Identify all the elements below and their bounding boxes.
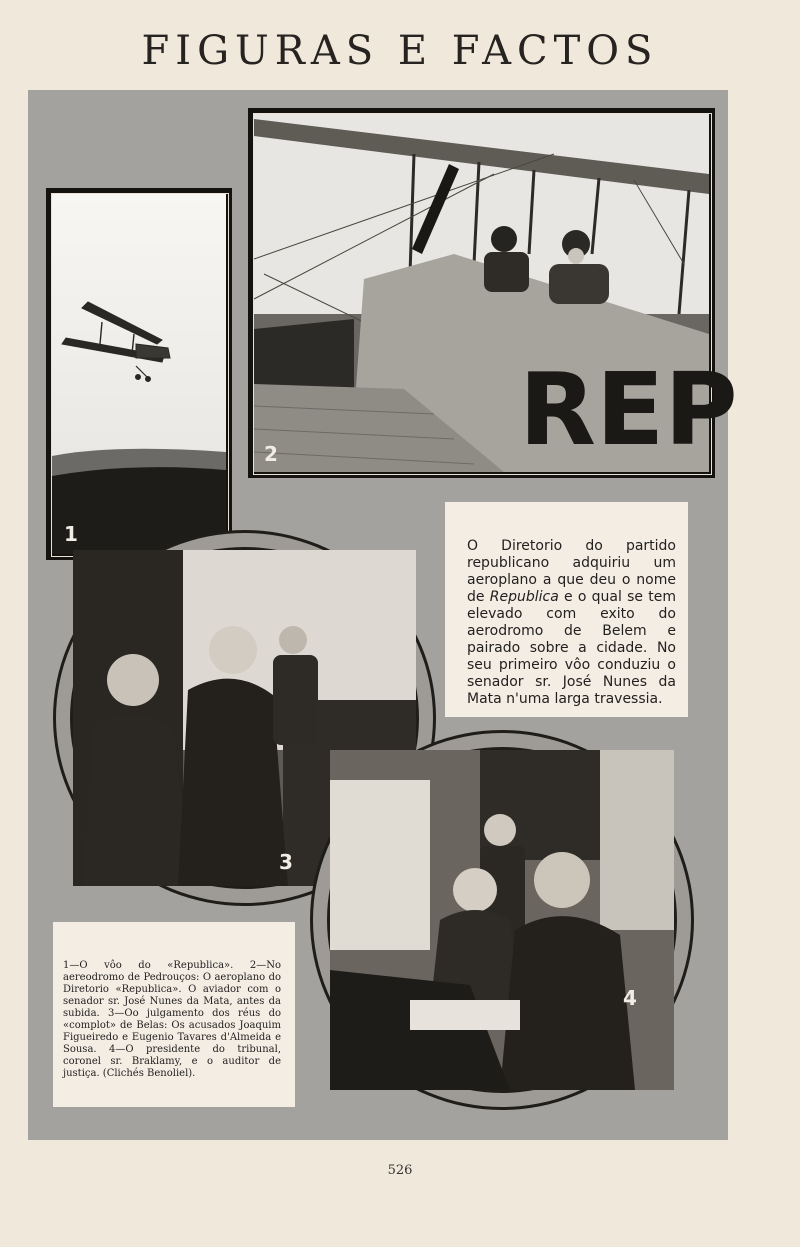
article-text [445, 502, 688, 717]
photo-1-biplane-flight [46, 188, 232, 560]
photo-caption-text: 1—O vôo do «Republica». 2—No aereodromo de Pedrouços: O aeroplano do Diretorio «Republica». O aviador com o senador sr. José Nunes da Mata, antes da subida. 3—Oo julgamento dos réus do «complot» de Belas: Os acusados Joaquim Figueiredo e Eugenio Tavares d'Almeida e Sousa. 4—O presidente do tribunal, coronel sr. Braklamy, e o auditor de justiça. (Clichés Benoliel). [63, 960, 281, 1079]
page-title: FIGURAS E FACTOS [141, 28, 659, 74]
photo-2-aeroplane-cockpit [248, 108, 738, 478]
photo-1-image [52, 194, 226, 554]
article-text-start: O Diretorio do partido republicano adquiriu um aeroplano a que deu o nome de [467, 538, 676, 605]
photo-panel [28, 90, 738, 1140]
photo-1-number: 1 [64, 522, 78, 546]
photo-4-number: 4 [623, 986, 637, 1010]
article-text-end: e o qual se tem elevado com exito do aerodromo de Belem e pairado sobre a cidade. No seu primeiro vôo conduziu o senador sr. José Nunes da Mata n'uma larga travessia. [467, 589, 676, 707]
photo-3-number: 3 [279, 850, 293, 874]
photo-4-frame [310, 730, 694, 1110]
article-text-name: Republica [489, 589, 559, 605]
photo-2-number: 2 [264, 442, 278, 466]
photo-4-image [330, 750, 674, 1090]
plane-marking: REP [519, 351, 738, 468]
photo-caption [53, 922, 295, 1107]
photo-2-image [254, 114, 738, 472]
photo-4-tribunal [327, 747, 677, 1093]
page-number: 526 [387, 1163, 413, 1178]
